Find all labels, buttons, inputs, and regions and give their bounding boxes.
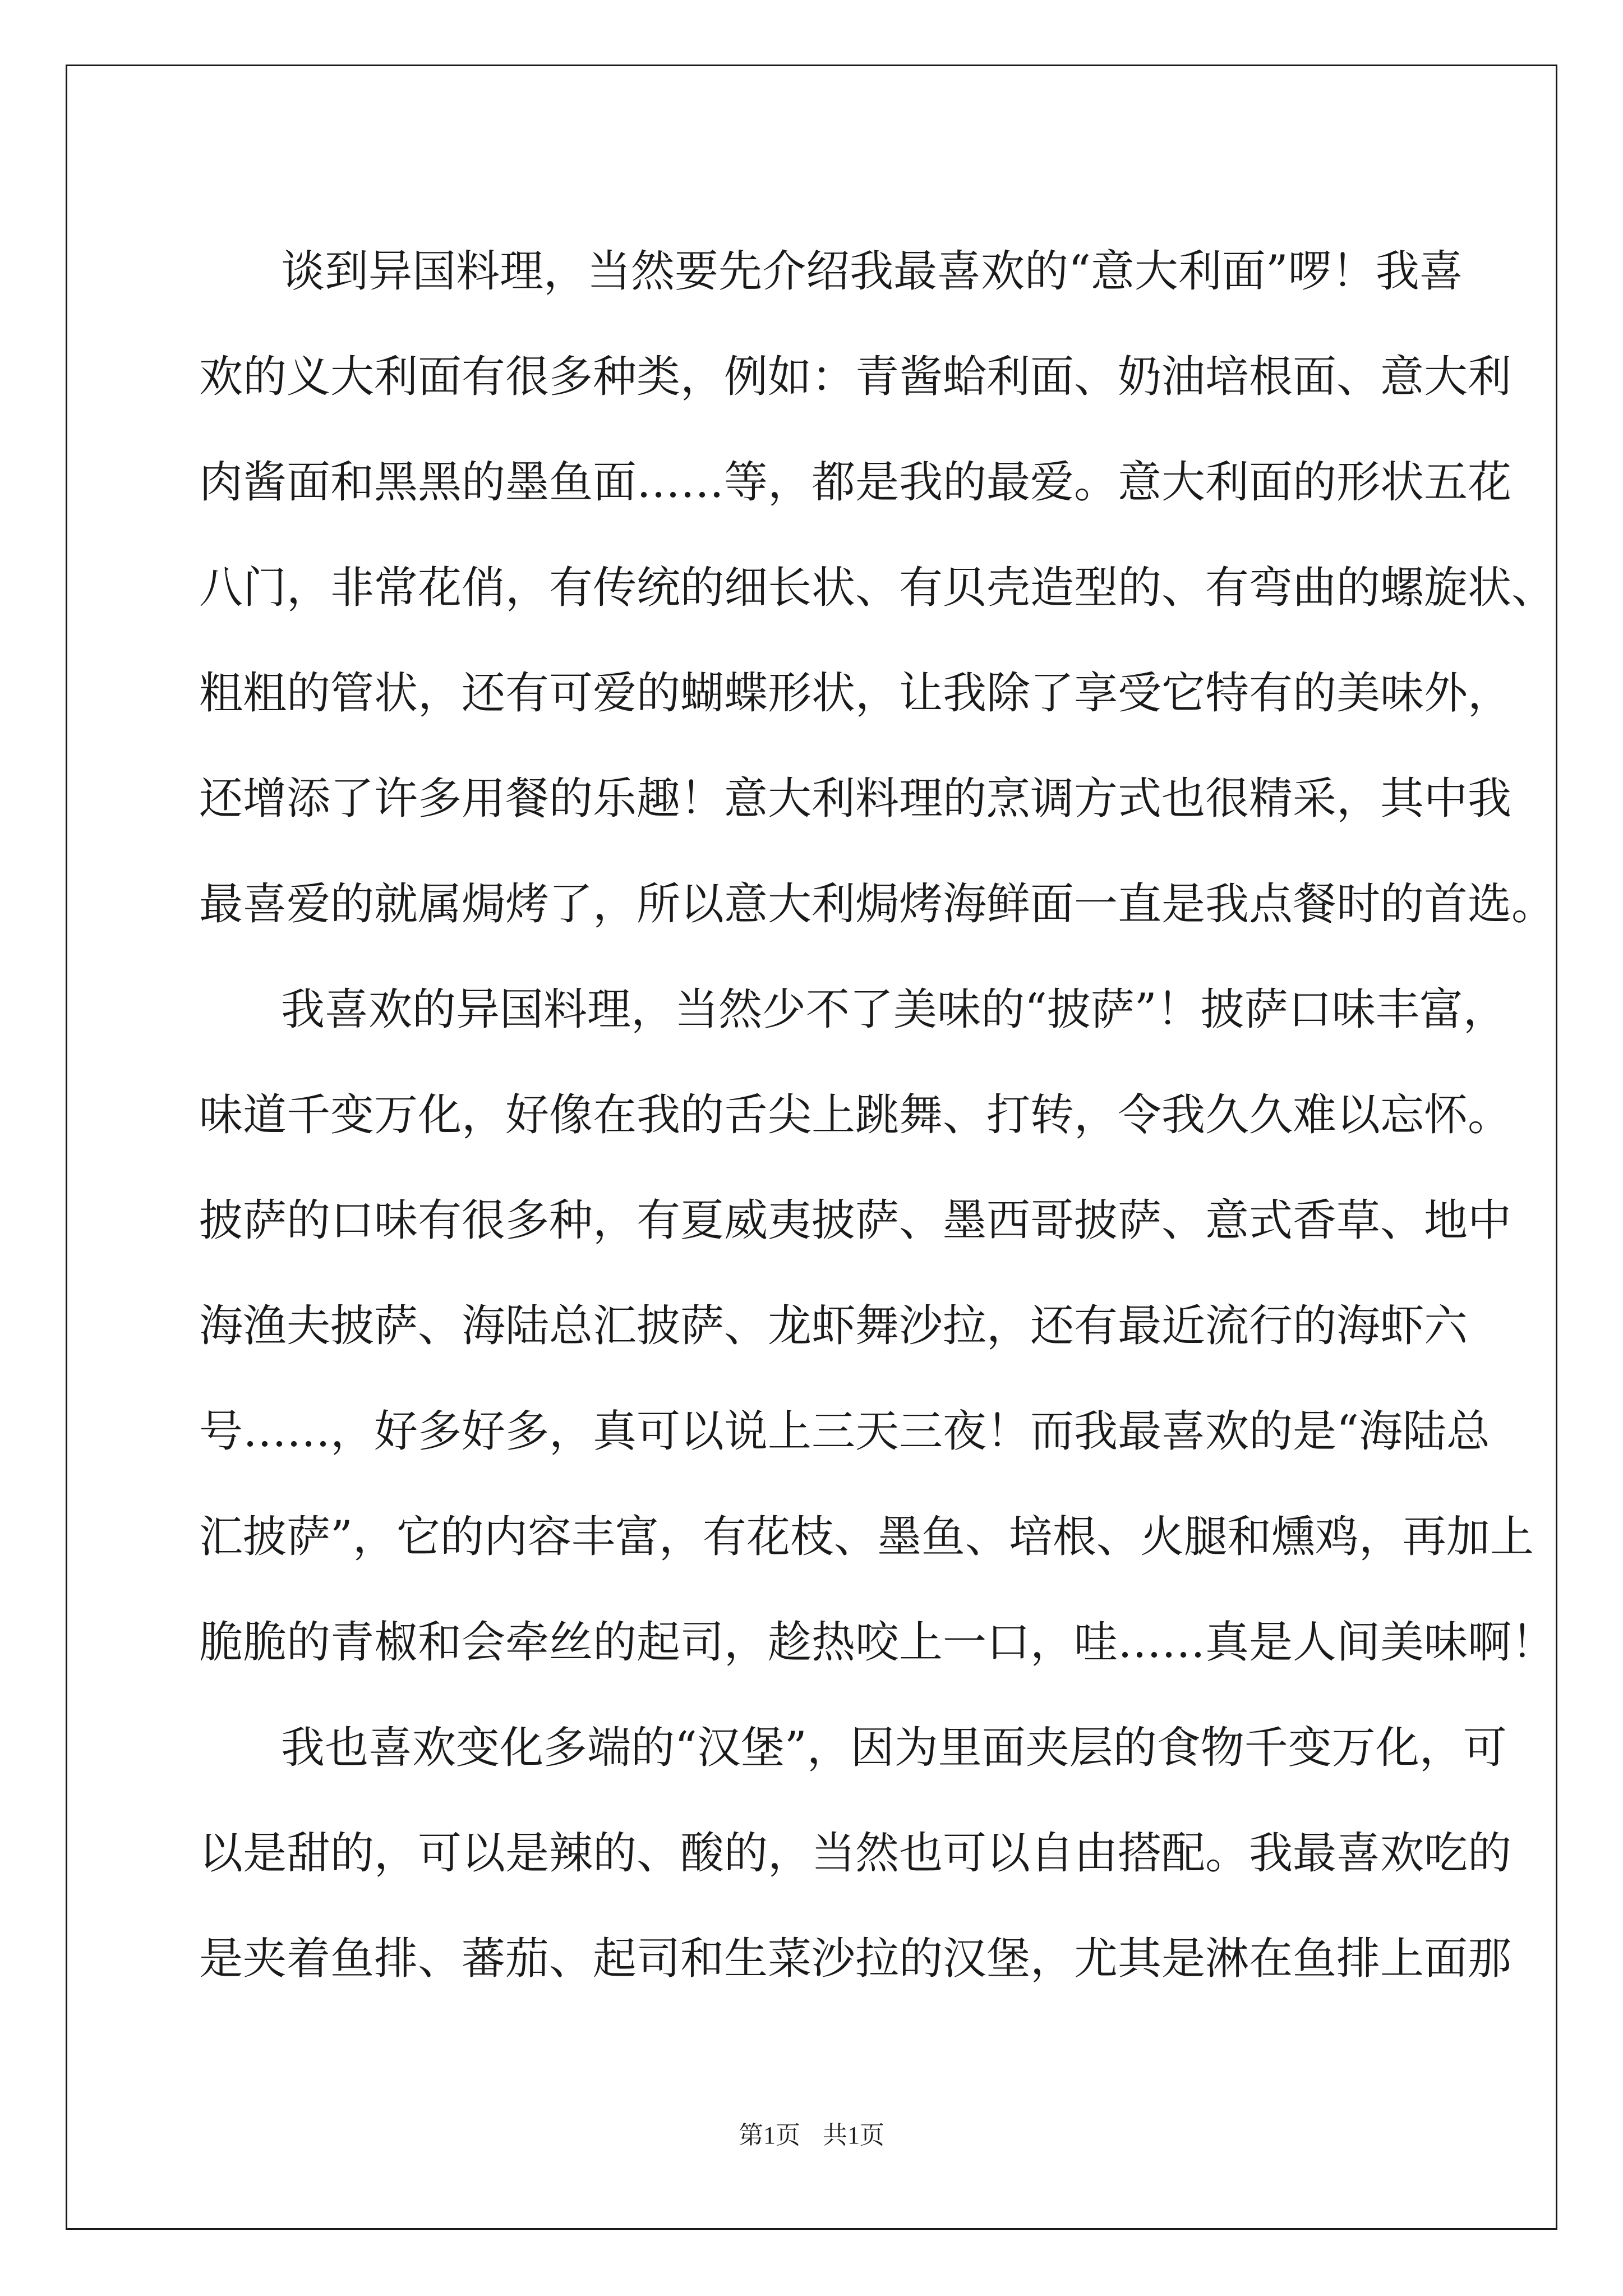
text-line: 还增添了许多用餐的乐趣！意大利料理的烹调方式也很精采，其中我 [199, 774, 1512, 824]
text-line: 味道千变万化，好像在我的舌尖上跳舞、打转，令我久久难以忘怀。 [199, 1090, 1512, 1140]
text-line: 欢的义大利面有很多种类，例如：青酱蛤利面、奶油培根面、意大利 [199, 352, 1512, 402]
text-line: 汇披萨”，它的内容丰富，有花枝、墨鱼、培根、火腿和燻鸡，再加上 [199, 1512, 1534, 1562]
text-line: 脆脆的青椒和会牵丝的起司，趁热咬上一口，哇……真是人间美味啊！ [199, 1617, 1556, 1668]
text-line: 号……，好多好多，真可以说上三天三夜！而我最喜欢的是“海陆总 [199, 1406, 1490, 1457]
text-line: 是夹着鱼排、蕃茄、起司和生菜沙拉的汉堡，尤其是淋在鱼排上面那 [199, 1934, 1512, 1984]
text-line: 谈到异国料理，当然要先介绍我最喜欢的“意大利面”啰！我喜 [281, 246, 1463, 297]
text-line: 最喜爱的就属焗烤了，所以意大利焗烤海鲜面一直是我点餐时的首选。 [199, 879, 1556, 930]
text-line: 八门，非常花俏，有传统的细长状、有贝壳造型的、有弯曲的螺旋状、 [199, 563, 1556, 613]
text-line: 粗粗的管状，还有可爱的蝴蝶形状，让我除了享受它特有的美味外， [199, 668, 1512, 719]
page-total: 共1页 [823, 2122, 884, 2149]
text-line: 海渔夫披萨、海陆总汇披萨、龙虾舞沙拉，还有最近流行的海虾六 [199, 1301, 1468, 1351]
page-number: 第1页 [739, 2122, 800, 2149]
text-line: 披萨的口味有很多种，有夏威夷披萨、墨西哥披萨、意式香草、地中 [199, 1195, 1512, 1246]
text-line: 我也喜欢变化多端的“汉堡”，因为里面夹层的食物千变万化，可 [281, 1723, 1507, 1773]
text-line: 我喜欢的异国料理，当然少不了美味的“披萨”！披萨口味丰富， [281, 984, 1507, 1035]
page-footer [0, 2115, 1623, 2151]
document-body [199, 219, 1556, 2012]
text-line: 肉酱面和黑黑的墨鱼面……等，都是我的最爱。意大利面的形状五花 [199, 457, 1512, 508]
text-line: 以是甜的，可以是辣的、酸的，当然也可以自由搭配。我最喜欢吃的 [199, 1828, 1512, 1879]
